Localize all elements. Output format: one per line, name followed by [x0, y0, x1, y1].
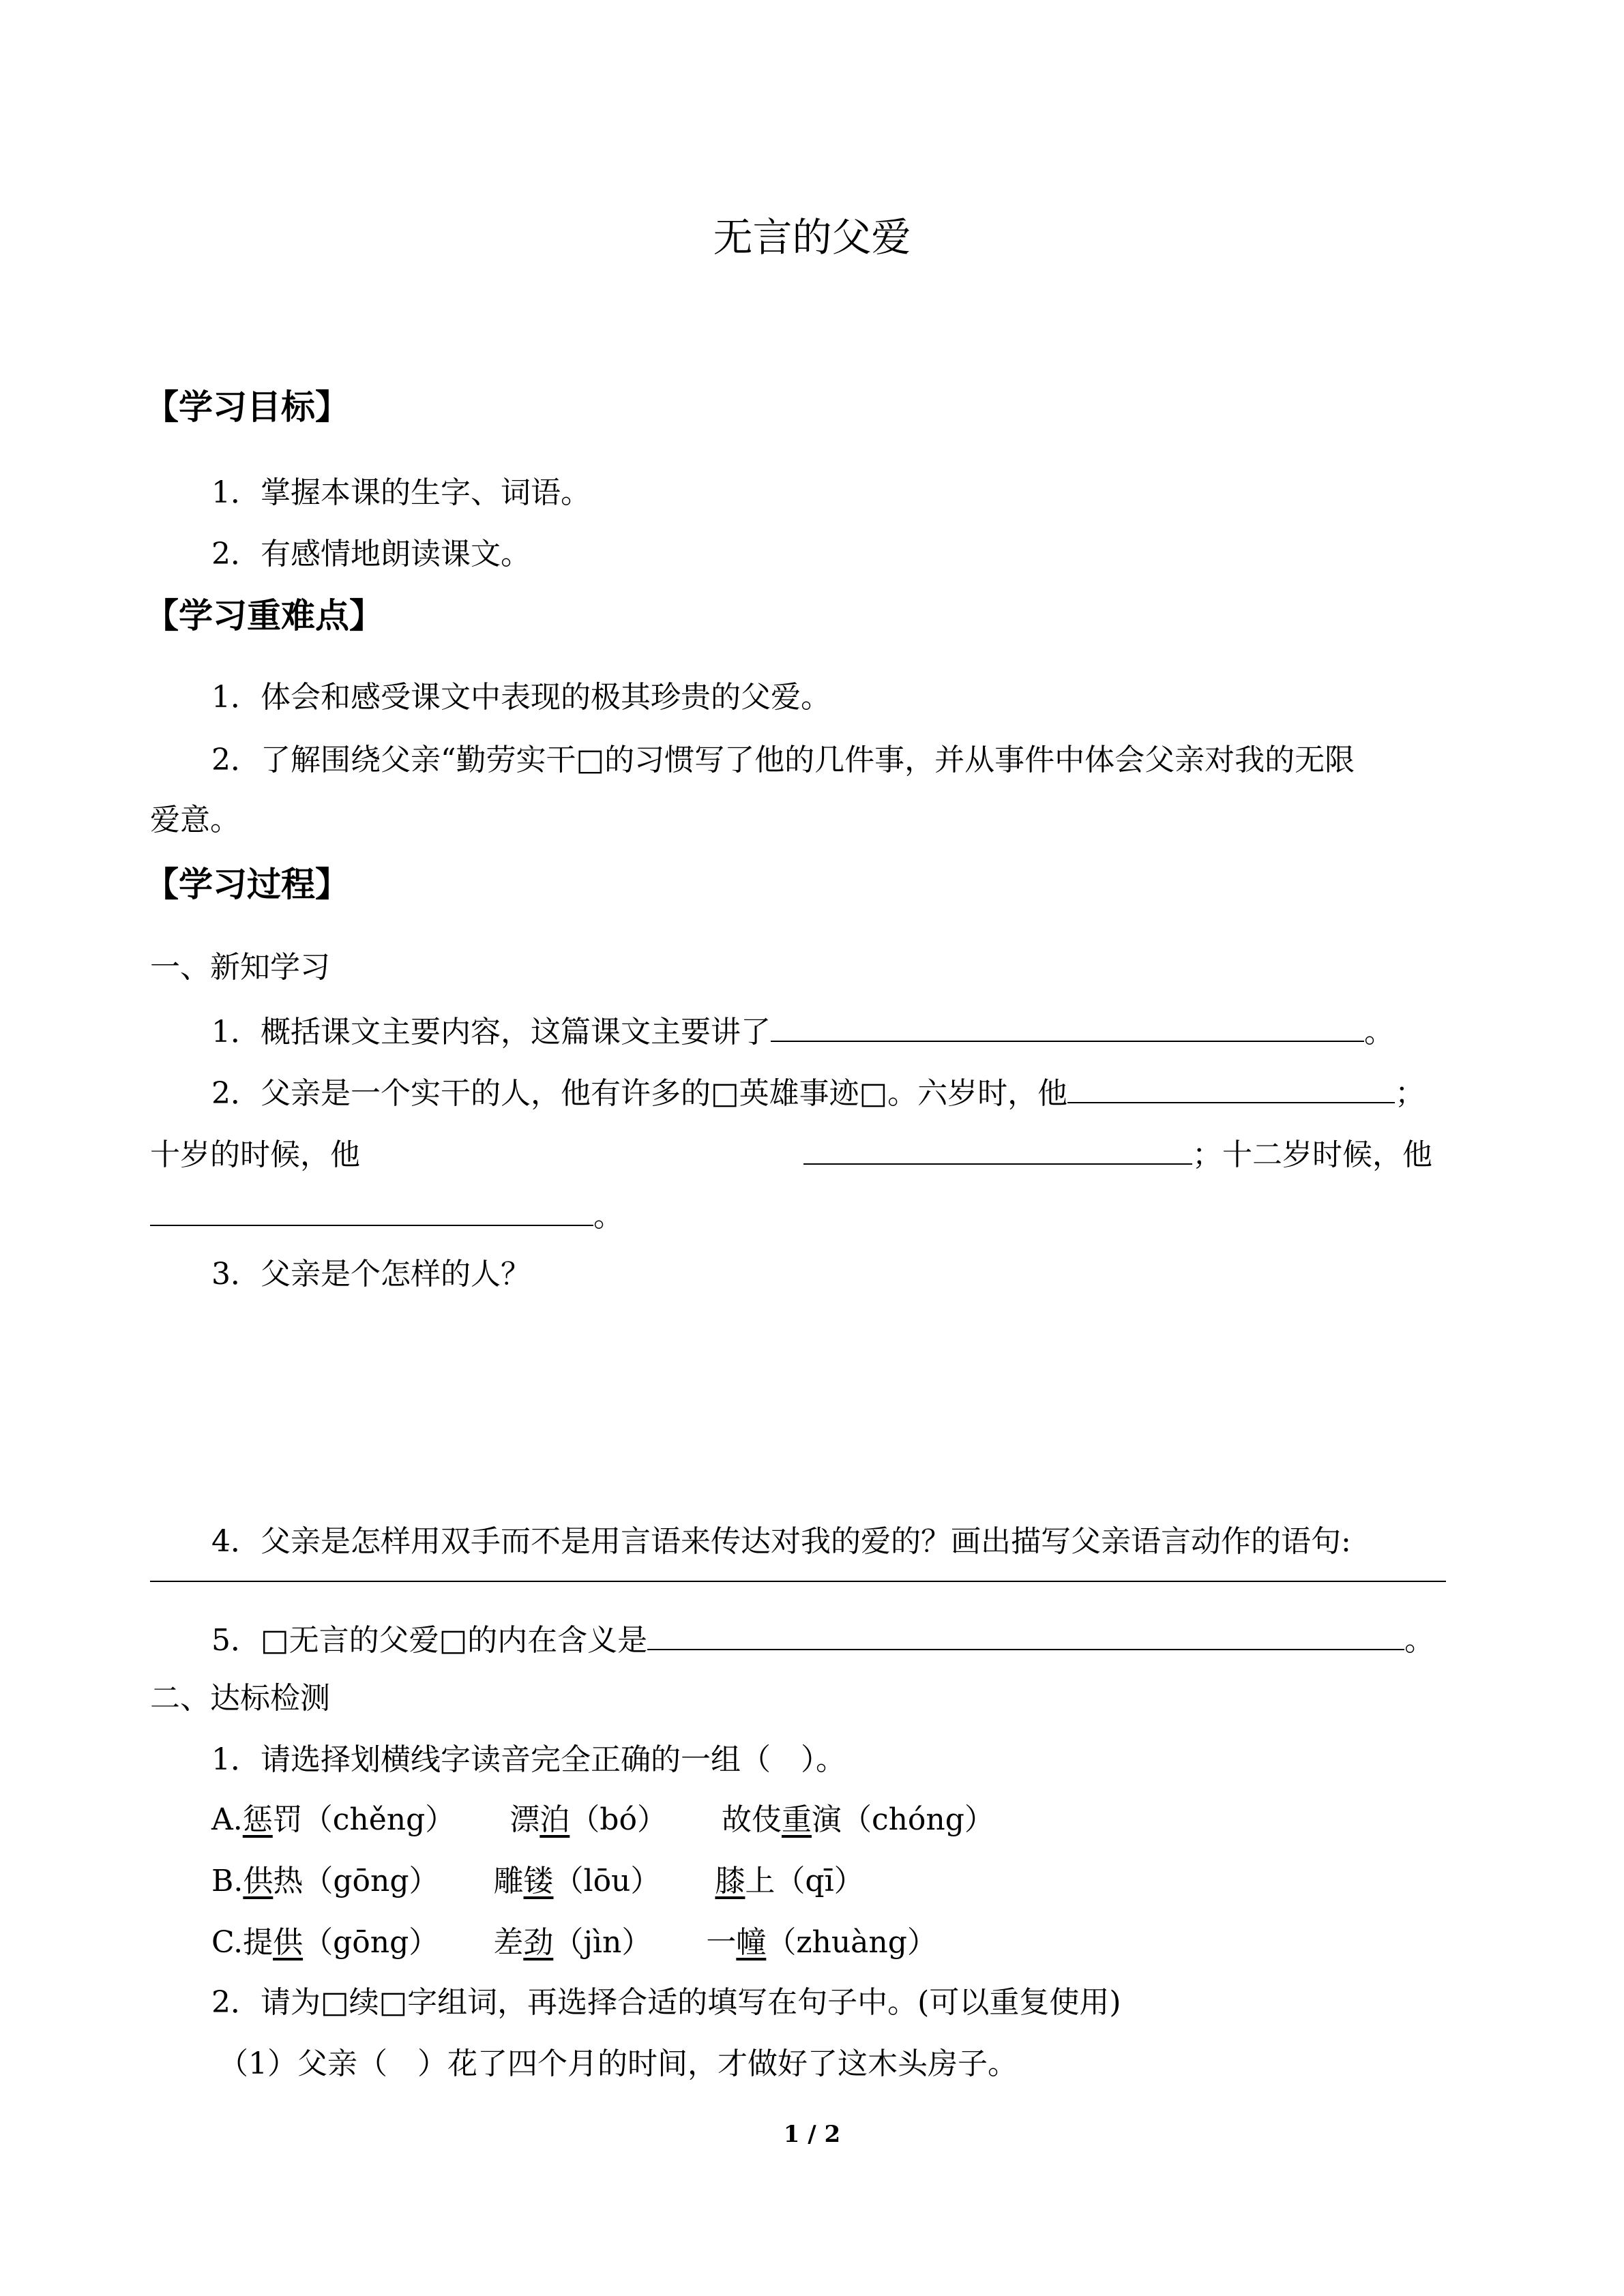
question-2-cont: 十岁的时候，他 ；十二岁时候，他 [150, 1129, 1432, 1178]
answer-blank[interactable] [150, 1191, 593, 1226]
question-2-cont2: 。 [150, 1191, 623, 1239]
heading-process: 【学习过程】 [145, 865, 349, 904]
option-b: B.供热（gōng） 雕镂（lōu） 膝上（qī） [211, 1864, 864, 1898]
option-c: C.提供（gōng） 差劲（jìn） 一幢（zhuàng） [211, 1925, 937, 1960]
option-a: A.惩罚（chěng） 漂泊（bó） 故伎重演（chóng） [211, 1802, 994, 1837]
page-title: 无言的父爱 [713, 214, 911, 260]
question-2: 2．父亲是一个实干的人，他有许多的□英雄事迹□。六岁时，他 ； [211, 1068, 1425, 1116]
keypoint-item-2: 2．了解围绕父亲“勤劳实干□的习惯写了他的几件事，并从事件中体会父亲对我的无限 [211, 743, 1355, 777]
question-4: 4．父亲是怎样用双手而不是用言语来传达对我的爱的？画出描写父亲语言动作的语句: [211, 1524, 1351, 1559]
part2-title: 二、达标检测 [150, 1681, 330, 1716]
keypoint-item-1: 1．体会和感受课文中表现的极其珍贵的父爱。 [211, 680, 831, 715]
test-2-sentence-1: （1）父亲（ ）花了四个月的时间，才做好了这木头房子。 [218, 2046, 1018, 2081]
question-5: 5．□无言的父爱□的内在含义是 。 [211, 1615, 1434, 1663]
part1-title: 一、新知学习 [150, 950, 330, 985]
test-1: 1．请选择划横线字读音完全正确的一组（ ）。 [211, 1742, 846, 1777]
missing-glyph: □ [576, 743, 605, 777]
answer-blank[interactable] [647, 1615, 1404, 1650]
test-2: 2．请为□续□字组词，再选择合适的填写在句子中。(可以重复使用) [211, 1985, 1121, 2020]
heading-goals: 【学习目标】 [145, 387, 349, 427]
heading-keypoints: 【学习重难点】 [145, 596, 383, 636]
answer-blank[interactable] [803, 1129, 1192, 1165]
answer-line[interactable] [150, 1581, 1446, 1582]
goal-item-1: 1．掌握本课的生字、词语。 [211, 475, 591, 510]
answer-blank[interactable] [771, 1007, 1364, 1042]
question-1: 1．概括课文主要内容，这篇课文主要讲了 。 [211, 1007, 1394, 1055]
answer-blank[interactable] [1067, 1068, 1395, 1103]
goal-item-2: 2．有感情地朗读课文。 [211, 537, 531, 571]
question-3: 3．父亲是个怎样的人？ [211, 1257, 531, 1292]
page-number: 1 / 2 [783, 2121, 841, 2148]
keypoint-item-2-cont: 爱意。 [150, 803, 240, 837]
